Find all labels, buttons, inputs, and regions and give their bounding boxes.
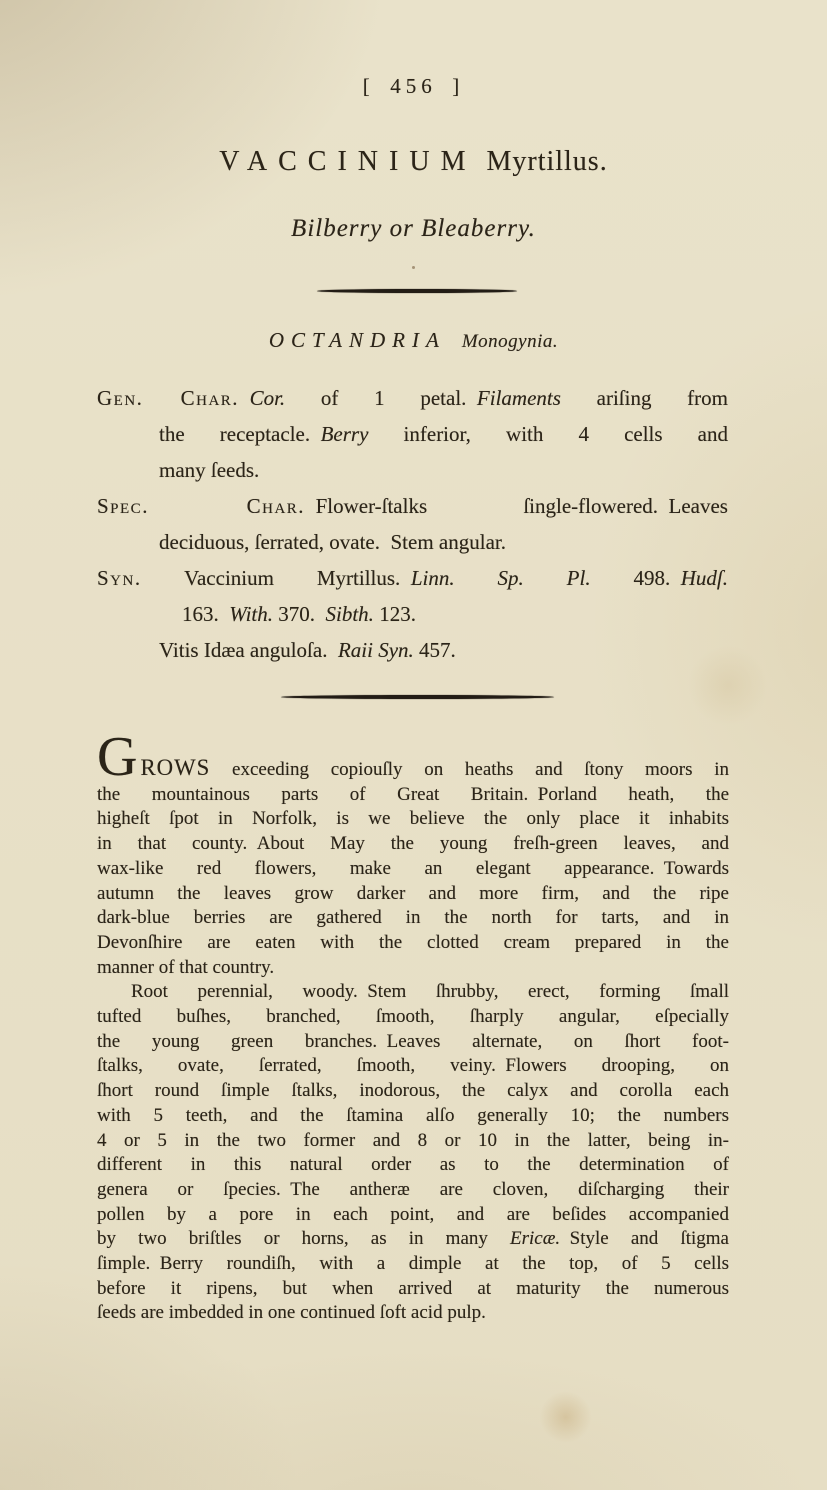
text-line: the receptacle. Berry inferior, with 4 cells and <box>159 422 728 446</box>
common-name: Bilberry or Bleaberry. <box>291 215 536 242</box>
paragraph-description <box>97 980 729 1326</box>
text-line: before it ripens, but when arrived at maturity the numerous <box>97 1277 729 1299</box>
text-line: the young green branches. Leaves alternate, on ſhort foot- <box>97 1030 729 1052</box>
text-line: ſimple. Berry roundiſh, with a dimple at the top, of 5 cells <box>97 1253 729 1275</box>
divider-rule-bottom <box>281 695 554 699</box>
species-title <box>0 146 827 178</box>
text-line: wax-like red flowers, make an elegant appearance. Towards <box>97 857 729 879</box>
text-line: higheſt ſpot in Norfolk, is we believe the only place it inhabits <box>97 808 729 830</box>
linnaean-order: Monogynia. <box>461 331 559 352</box>
text-line: Root perennial, woody. Stem ſhrubby, erect, forming ſmall <box>131 981 729 1003</box>
body-text <box>97 726 729 1326</box>
species-epithet: Myrtillus. <box>486 146 608 177</box>
text-line: Devonſhire are eaten with the clotted cream prepared in the <box>97 931 729 953</box>
text-line: ſeeds are imbedded in one continued ſoft acid pulp. <box>97 1302 486 1324</box>
text-line: genera or ſpecies. The antheræ are cloven, diſcharging their <box>97 1178 729 1200</box>
divider-rule-top <box>317 289 517 293</box>
text-line: autumn the leaves grow darker and more firm, and the ripe <box>97 882 729 904</box>
classification-line <box>0 328 827 353</box>
text-line: in that county. About May the young freſh-green leaves, and <box>97 833 729 855</box>
text-line: Vitis Idæa anguloſa. Raii Syn. 457. <box>159 638 456 662</box>
text-line: with 5 teeth, and the ſtamina alſo generally 10; the numbers <box>97 1104 729 1126</box>
text-line: pollen by a pore in each point, and are beſides accompanied <box>97 1203 729 1225</box>
text-line: tufted buſhes, branched, ſmooth, ſharply angular, eſpecially <box>97 1006 729 1028</box>
paragraph-habitat <box>97 726 729 980</box>
ink-spot <box>412 266 415 269</box>
text-line: different in this natural order as to the determination of <box>97 1154 729 1176</box>
text-line: deciduous, ſerrated, ovate. Stem angular. <box>159 530 506 554</box>
text-line: manner of that country. <box>97 956 275 978</box>
text-line: GROWS exceeding copiouſly on heaths and ſtony moors in <box>97 726 729 788</box>
text-line: 163. With. 370. Sibth. 123. <box>182 602 416 626</box>
text-line: dark-blue berries are gathered in the north for tarts, and in <box>97 907 729 929</box>
text-line: ſtalks, ovate, ſerrated, ſmooth, veiny. Flowers drooping, on <box>97 1055 729 1077</box>
text-line: by two briſtles or horns, as in many Ericæ. Style and ſtigma <box>97 1228 729 1250</box>
text-line: the mountainous parts of Great Britain. Porland heath, the <box>97 783 729 805</box>
page-number: [ 456 ] <box>362 74 465 98</box>
text-line: Spec. Char. Flower-ſtalks ſingle-flowered. Leaves <box>97 494 728 518</box>
text-line: many ſeeds. <box>159 458 260 482</box>
text-line: Gen. Char. Cor. of 1 petal. Filaments ariſing from <box>97 386 728 410</box>
text-line: ſhort round ſimple ſtalks, inodorous, the calyx and corolla each <box>97 1080 729 1102</box>
text-line: Syn. Vaccinium Myrtillus. Linn. Sp. Pl. 498. Hudſ. <box>97 566 728 590</box>
taxonomy-section <box>97 380 728 668</box>
linnaean-class: OCTANDRIA <box>268 328 446 352</box>
genus-name: VACCINIUM <box>219 146 477 177</box>
text-line: 4 or 5 in the two former and 8 or 10 in the latter, being in- <box>97 1129 729 1151</box>
